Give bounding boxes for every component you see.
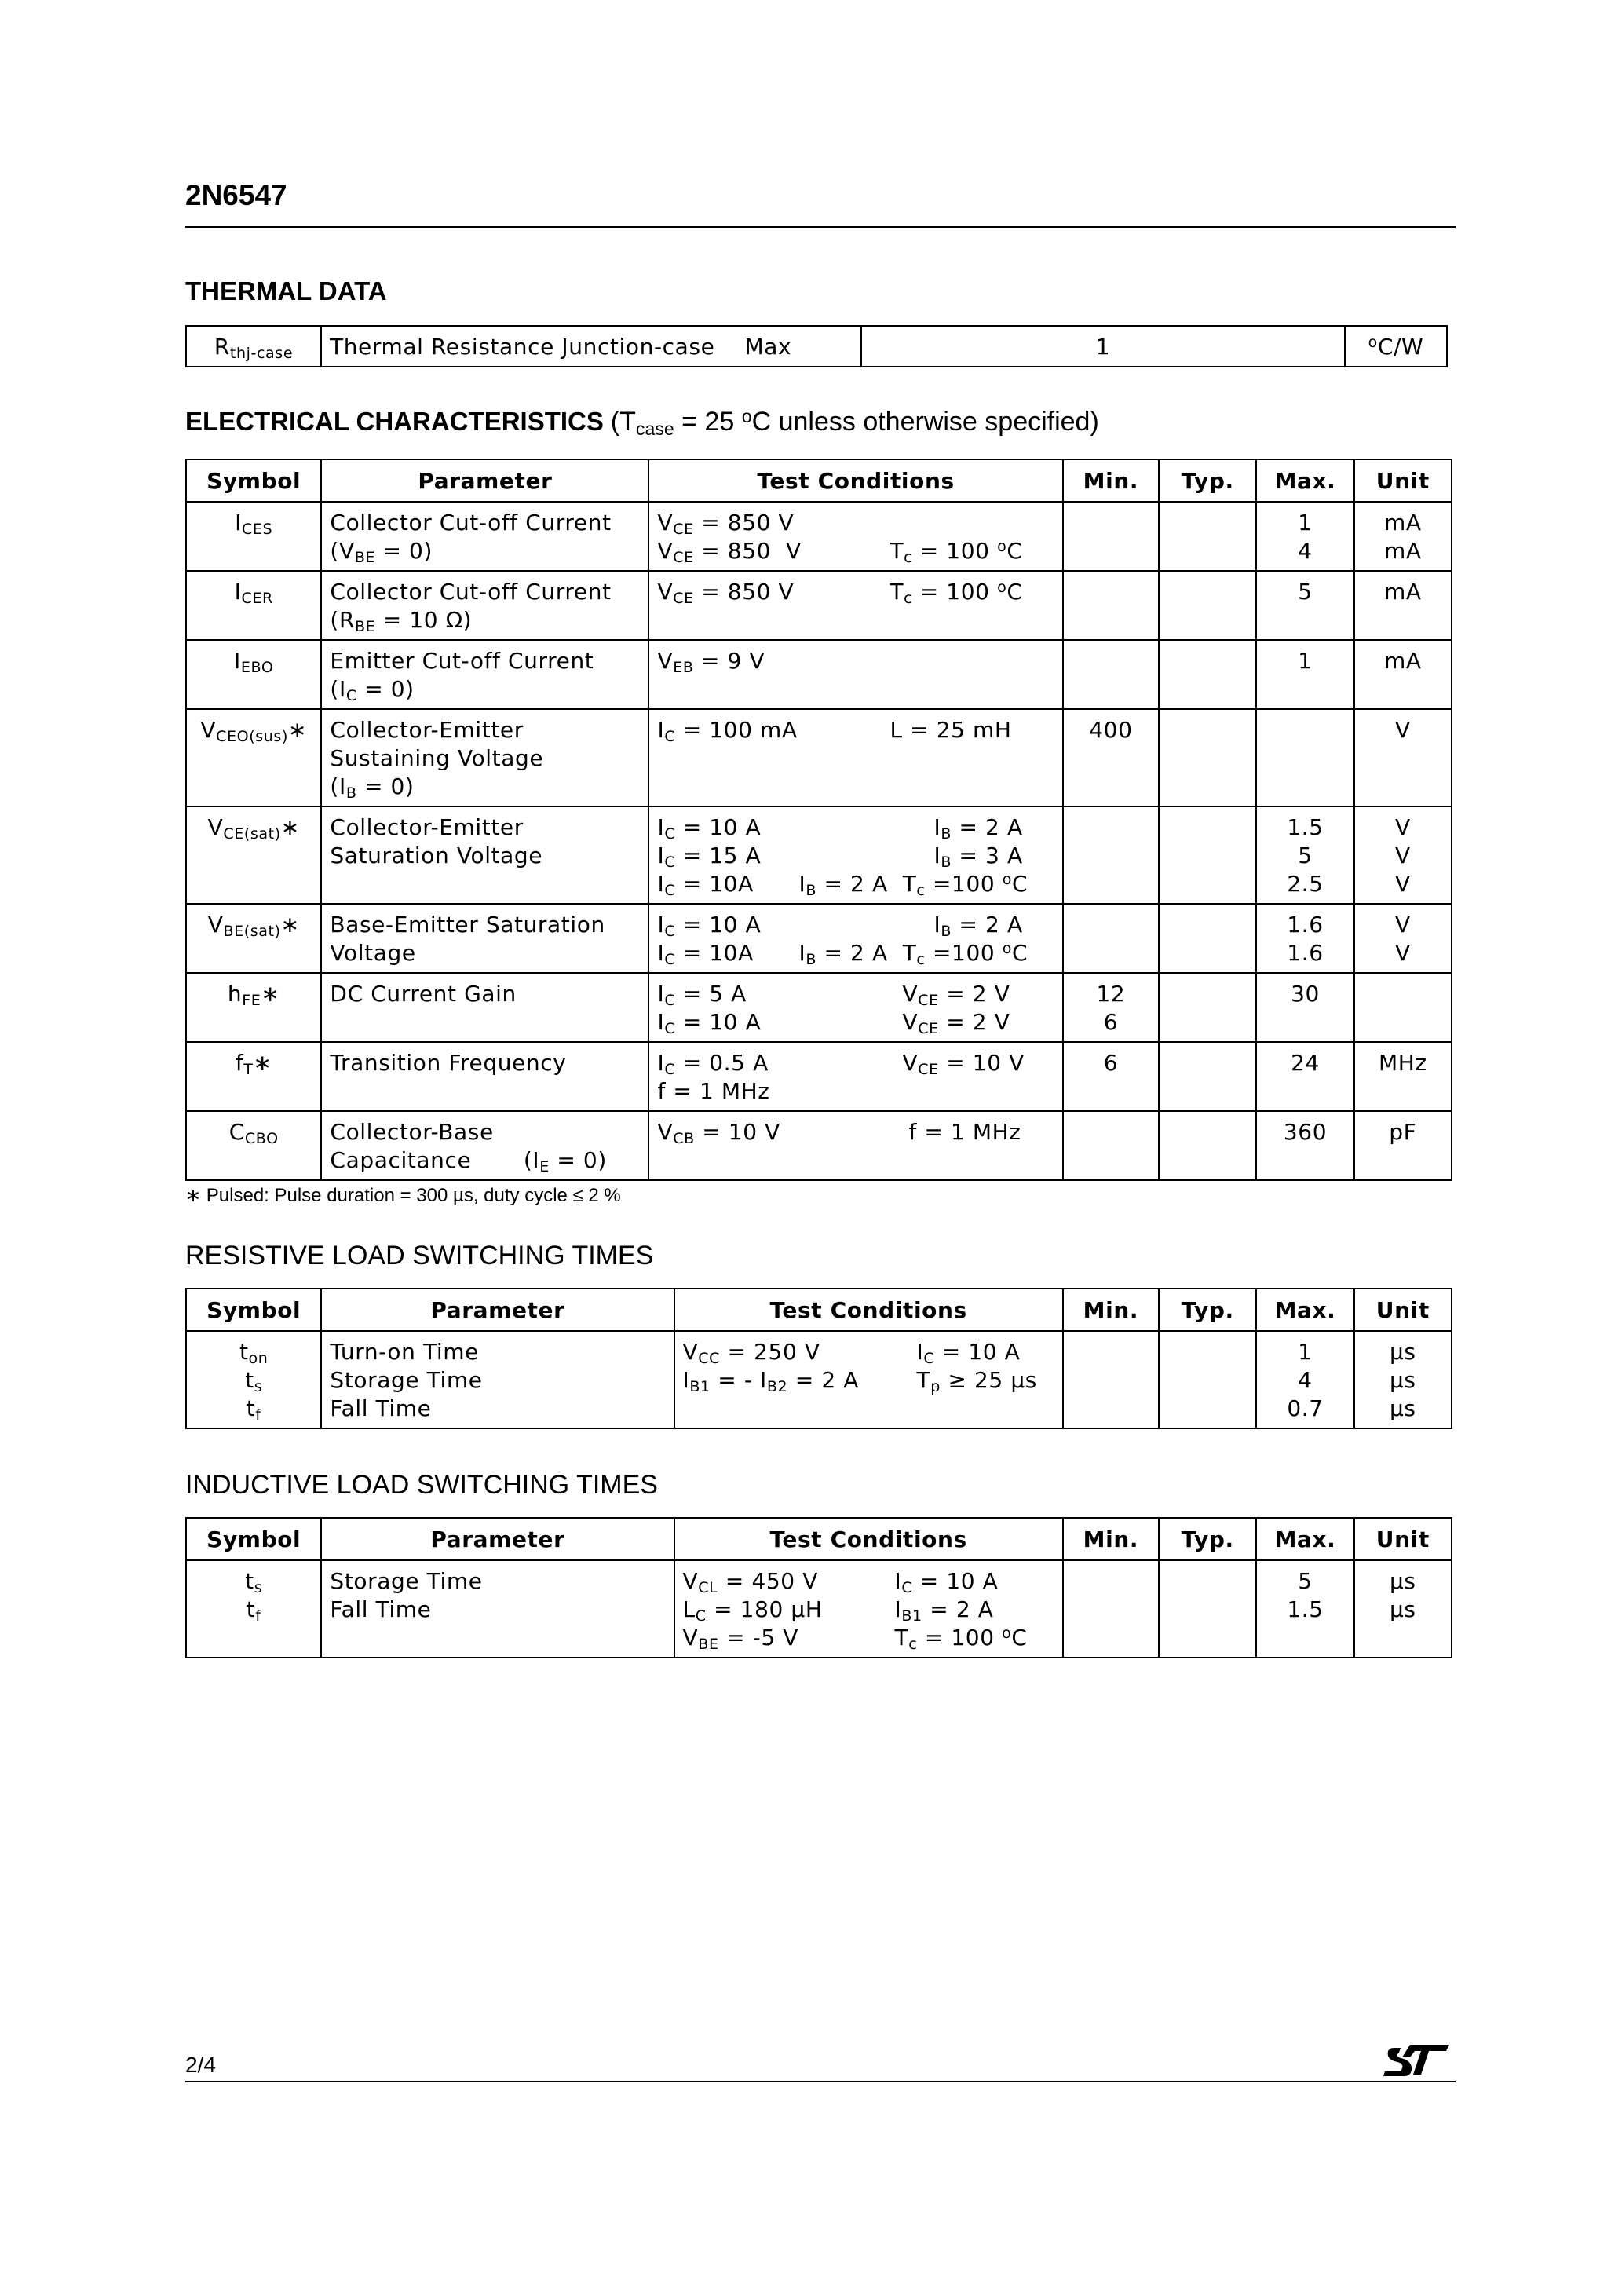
- thermal-title: THERMAL DATA: [185, 276, 387, 305]
- unit-value: V: [1394, 843, 1411, 868]
- res-header-min: Min.: [1063, 1289, 1159, 1331]
- row-parameter: [321, 904, 648, 973]
- parameter-line: Fall Time: [330, 1395, 432, 1421]
- electrical-row: [186, 1042, 1452, 1111]
- electrical-row: [186, 502, 1452, 571]
- cond-sub: case: [635, 419, 674, 440]
- row-symbol: hFE∗: [186, 973, 321, 1042]
- thermal-value: 1: [861, 326, 1345, 367]
- cond-open: (T: [610, 407, 636, 437]
- min-value: 6: [1103, 1009, 1119, 1035]
- parameter-line: Collector-Base: [330, 1119, 494, 1145]
- row-typ: [1159, 640, 1256, 709]
- test-condition-line: VBE = -5 V Tc = 100 $^o$C: [682, 1625, 1028, 1654]
- unit-value: pF: [1389, 1119, 1417, 1145]
- parameter-line: Capacitance (IE = 0): [330, 1147, 607, 1176]
- row-symbol: ICER: [186, 571, 321, 640]
- switch-symbols: [186, 1331, 321, 1428]
- row-test-conditions: [648, 1111, 1062, 1180]
- res-header-max: Max.: [1256, 1289, 1353, 1331]
- electrical-header-row: [186, 459, 1452, 502]
- row-unit: [1354, 904, 1452, 973]
- symbol-value: ts: [245, 1367, 263, 1396]
- parameter-line: Saturation Voltage: [330, 843, 543, 868]
- max-value: 2.5: [1287, 871, 1324, 897]
- test-condition-line: IC = 15 A IB = 3 A: [657, 843, 1023, 872]
- inductive-title: INDUCTIVE LOAD SWITCHING TIMES: [185, 1470, 658, 1500]
- min-value: 6: [1103, 1050, 1119, 1076]
- switch-typ: [1159, 1331, 1256, 1428]
- res-header-symbol: Symbol: [186, 1289, 321, 1331]
- resistive-title: RESISTIVE LOAD SWITCHING TIMES: [185, 1241, 654, 1270]
- switch-typ: [1159, 1560, 1256, 1658]
- test-condition-line: VCE = 850 V Tc = 100 $^o$C: [657, 579, 1023, 608]
- test-condition-line: VCE = 850 V: [657, 510, 795, 539]
- max-value: 30: [1291, 981, 1320, 1007]
- col-header-symbol: Symbol: [186, 459, 321, 502]
- thermal-table: [185, 325, 1448, 367]
- row-min: [1063, 640, 1159, 709]
- row-parameter: [321, 806, 648, 904]
- row-parameter: [321, 571, 648, 640]
- row-typ: [1159, 709, 1256, 806]
- row-unit: [1354, 640, 1452, 709]
- row-min: [1063, 1111, 1159, 1180]
- max-value: 1: [1298, 648, 1313, 674]
- res-header-parameter: Parameter: [321, 1289, 674, 1331]
- resistive-table: [185, 1288, 1452, 1429]
- min-value: 12: [1096, 981, 1126, 1007]
- unit-value: mA: [1384, 510, 1422, 536]
- electrical-title: ELECTRICAL CHARACTERISTICS: [185, 407, 604, 436]
- unit-value: V: [1394, 814, 1411, 840]
- row-max: [1256, 640, 1353, 709]
- parameter-line: Transition Frequency: [330, 1050, 567, 1076]
- parameter-line: Base-Emitter Saturation: [330, 912, 605, 938]
- switch-unit: [1354, 1331, 1452, 1428]
- test-condition-line: LC = 180 µH IB1 = 2 A: [682, 1596, 994, 1625]
- thermal-description: Thermal Resistance Junction-case: [330, 333, 715, 360]
- switch-min: [1063, 1560, 1159, 1658]
- unit-value: V: [1394, 871, 1411, 897]
- test-condition-line: f = 1 MHz: [657, 1078, 770, 1104]
- row-test-conditions: [648, 640, 1062, 709]
- parameter-line: (VBE = 0): [330, 538, 433, 567]
- thermal-row: [186, 326, 1447, 367]
- row-symbol: ICES: [186, 502, 321, 571]
- footer-rule: [185, 2081, 1456, 2082]
- test-condition-line: IC = 0.5 A VCE = 10 V: [657, 1050, 1025, 1079]
- page-number: 2/4: [185, 2053, 216, 2077]
- row-unit: [1354, 502, 1452, 571]
- inductive-data-row: [186, 1560, 1452, 1658]
- cond-mid: = 25: [674, 407, 742, 437]
- st-logo-icon: [1383, 2042, 1451, 2078]
- ind-header-max: Max.: [1256, 1518, 1353, 1560]
- switch-min: [1063, 1331, 1159, 1428]
- electrical-row: [186, 640, 1452, 709]
- resistive-data-row: [186, 1331, 1452, 1428]
- max-value: 0.7: [1287, 1395, 1324, 1421]
- row-max: [1256, 1042, 1353, 1111]
- row-min: [1063, 502, 1159, 571]
- electrical-row: [186, 571, 1452, 640]
- parameter-line: Voltage: [330, 940, 416, 966]
- row-symbol: VCEO(sus)∗: [186, 709, 321, 806]
- ind-header-unit: Unit: [1354, 1518, 1452, 1560]
- parameter-line: Storage Time: [330, 1568, 483, 1594]
- unit-value: µs: [1390, 1395, 1416, 1421]
- header-rule: [185, 226, 1456, 228]
- resistive-header-row: [186, 1289, 1452, 1331]
- parameter-line: Collector-Emitter: [330, 814, 524, 840]
- inductive-header-row: [186, 1518, 1452, 1560]
- electrical-row: [186, 1111, 1452, 1180]
- ind-header-parameter: Parameter: [321, 1518, 674, 1560]
- col-header-unit: Unit: [1354, 459, 1452, 502]
- unit-value: V: [1394, 717, 1411, 743]
- unit-value: mA: [1384, 538, 1422, 564]
- symbol-value: tf: [246, 1596, 261, 1625]
- max-value: 1: [1298, 510, 1313, 536]
- row-max: [1256, 502, 1353, 571]
- thermal-symbol-main: R: [214, 333, 230, 360]
- inductive-table: [185, 1517, 1452, 1658]
- test-condition-line: VEB = 9 V: [657, 648, 765, 677]
- unit-value: mA: [1384, 648, 1422, 674]
- col-header-test-conditions: Test Conditions: [648, 459, 1062, 502]
- row-typ: [1159, 806, 1256, 904]
- row-parameter: [321, 973, 648, 1042]
- parameter-line: Sustaining Voltage: [330, 745, 544, 771]
- row-max: [1256, 904, 1353, 973]
- col-header-min: Min.: [1063, 459, 1159, 502]
- ind-header-test-conditions: Test Conditions: [674, 1518, 1063, 1560]
- parameter-line: Collector Cut-off Current: [330, 579, 612, 605]
- parameter-line: Turn-on Time: [330, 1339, 479, 1365]
- row-test-conditions: [648, 709, 1062, 806]
- col-header-max: Max.: [1256, 459, 1353, 502]
- row-typ: [1159, 973, 1256, 1042]
- parameter-line: (IB = 0): [330, 773, 415, 803]
- switch-test-conditions: [674, 1331, 1063, 1428]
- row-unit: [1354, 571, 1452, 640]
- row-typ: [1159, 1111, 1256, 1180]
- unit-value: µs: [1390, 1339, 1416, 1365]
- row-parameter: [321, 502, 648, 571]
- thermal-description-cell: [321, 326, 861, 367]
- row-parameter: [321, 1111, 648, 1180]
- row-test-conditions: [648, 973, 1062, 1042]
- test-condition-line: VCB = 10 V f = 1 MHz: [657, 1119, 1021, 1148]
- test-condition-line: IC = 10 A IB = 2 A: [657, 814, 1023, 843]
- test-condition-line: IC = 10A IB = 2 A Tc =100 $^o$C: [657, 940, 1028, 969]
- max-value: 1.6: [1287, 912, 1324, 938]
- row-parameter: [321, 709, 648, 806]
- row-symbol: VCE(sat)∗: [186, 806, 321, 904]
- res-header-test-conditions: Test Conditions: [674, 1289, 1063, 1331]
- row-min: [1063, 571, 1159, 640]
- symbol-value: ts: [245, 1568, 263, 1597]
- row-test-conditions: [648, 1042, 1062, 1111]
- test-condition-line: IC = 10 A VCE = 2 V: [657, 1009, 1010, 1038]
- col-header-typ: Typ.: [1159, 459, 1256, 502]
- max-value: 1.5: [1287, 1596, 1324, 1622]
- test-condition-line: IB1 = - IB2 = 2 A Tp ≥ 25 µs: [682, 1367, 1037, 1396]
- row-test-conditions: [648, 502, 1062, 571]
- electrical-row: [186, 806, 1452, 904]
- electrical-row: [186, 709, 1452, 806]
- parameter-line: (IC = 0): [330, 676, 415, 705]
- test-condition-line: IC = 5 A VCE = 2 V: [657, 981, 1010, 1010]
- test-condition-line: IC = 10A IB = 2 A Tc =100 $^o$C: [657, 871, 1028, 900]
- row-test-conditions: [648, 571, 1062, 640]
- switch-max: [1256, 1331, 1353, 1428]
- parameter-line: (RBE = 10 Ω): [330, 607, 473, 636]
- st-logo-graphic: [1383, 2042, 1451, 2078]
- electrical-row: [186, 904, 1452, 973]
- row-typ: [1159, 1042, 1256, 1111]
- test-condition-line: IC = 100 mA L = 25 mH: [657, 717, 1012, 746]
- row-typ: [1159, 904, 1256, 973]
- row-unit: [1354, 1042, 1452, 1111]
- max-value: 5: [1298, 843, 1313, 868]
- row-max: [1256, 806, 1353, 904]
- row-max: [1256, 709, 1353, 806]
- cond-sup: o: [741, 405, 752, 426]
- ind-header-symbol: Symbol: [186, 1518, 321, 1560]
- row-max: [1256, 973, 1353, 1042]
- unit-value: µs: [1390, 1596, 1416, 1622]
- test-condition-line: VCC = 250 V IC = 10 A: [682, 1339, 1021, 1368]
- electrical-conditions: [610, 405, 1099, 440]
- switch-test-conditions: [674, 1560, 1063, 1658]
- max-value: 360: [1283, 1119, 1328, 1145]
- unit-value: µs: [1390, 1367, 1416, 1393]
- row-typ: [1159, 571, 1256, 640]
- row-unit: [1354, 806, 1452, 904]
- row-unit: [1354, 973, 1452, 1042]
- parameter-line: Fall Time: [330, 1596, 432, 1622]
- switch-symbols: [186, 1560, 321, 1658]
- row-test-conditions: [648, 904, 1062, 973]
- row-symbol: fT∗: [186, 1042, 321, 1111]
- max-value: 1: [1298, 1339, 1313, 1365]
- parameter-line: Storage Time: [330, 1367, 483, 1393]
- symbol-value: ton: [239, 1339, 269, 1368]
- row-max: [1256, 1111, 1353, 1180]
- parameter-line: Collector Cut-off Current: [330, 510, 612, 536]
- row-max: [1256, 571, 1353, 640]
- min-value: 400: [1089, 717, 1133, 743]
- row-parameter: [321, 640, 648, 709]
- parameter-line: Collector-Emitter: [330, 717, 524, 743]
- thermal-limit: Max: [744, 333, 792, 360]
- ind-header-typ: Typ.: [1159, 1518, 1256, 1560]
- row-parameter: [321, 1042, 648, 1111]
- res-header-typ: Typ.: [1159, 1289, 1256, 1331]
- row-min: [1063, 973, 1159, 1042]
- max-value: 5: [1298, 579, 1313, 605]
- max-value: 4: [1298, 538, 1313, 564]
- row-typ: [1159, 502, 1256, 571]
- unit-value: µs: [1390, 1568, 1416, 1594]
- row-symbol: VBE(sat)∗: [186, 904, 321, 973]
- pulsed-footnote: ∗ Pulsed: Pulse duration = 300 µs, duty cycle ≤ 2 %: [185, 1185, 621, 1206]
- cond-tail: C unless otherwise specified): [751, 407, 1099, 437]
- switch-max: [1256, 1560, 1353, 1658]
- electrical-table: [185, 459, 1452, 1181]
- row-min: [1063, 709, 1159, 806]
- switch-parameters: [321, 1331, 674, 1428]
- thermal-symbol: [186, 326, 321, 367]
- parameter-line: Emitter Cut-off Current: [330, 648, 594, 674]
- row-unit: [1354, 709, 1452, 806]
- row-unit: [1354, 1111, 1452, 1180]
- unit-value: V: [1394, 940, 1411, 966]
- electrical-row: [186, 973, 1452, 1042]
- electrical-body: [186, 502, 1452, 1180]
- row-test-conditions: [648, 806, 1062, 904]
- max-value: 1.5: [1287, 814, 1324, 840]
- thermal-symbol-sub: thj-case: [229, 344, 294, 362]
- row-min: [1063, 806, 1159, 904]
- res-header-unit: Unit: [1354, 1289, 1452, 1331]
- unit-value: MHz: [1378, 1050, 1427, 1076]
- thermal-unit: [1345, 326, 1447, 367]
- electrical-heading: [185, 405, 1099, 440]
- max-value: 5: [1298, 1568, 1313, 1594]
- parameter-line: DC Current Gain: [330, 981, 517, 1007]
- unit-value: V: [1394, 912, 1411, 938]
- switch-unit: [1354, 1560, 1452, 1658]
- row-symbol: IEBO: [186, 640, 321, 709]
- max-value: 4: [1298, 1367, 1313, 1393]
- symbol-value: tf: [246, 1395, 261, 1424]
- switch-parameters: [321, 1560, 674, 1658]
- part-number: 2N6547: [185, 179, 287, 211]
- ind-header-min: Min.: [1063, 1518, 1159, 1560]
- thermal-unit-sup: o: [1368, 333, 1378, 351]
- row-symbol: CCBO: [186, 1111, 321, 1180]
- test-condition-line: IC = 10 A IB = 2 A: [657, 912, 1023, 941]
- max-value: 1.6: [1287, 940, 1324, 966]
- max-value: 24: [1291, 1050, 1320, 1076]
- test-condition-line: VCL = 450 V IC = 10 A: [682, 1568, 999, 1597]
- unit-value: mA: [1384, 579, 1422, 605]
- thermal-unit-rest: C/W: [1377, 333, 1424, 360]
- test-condition-line: VCE = 850 V Tc = 100 $^o$C: [657, 538, 1023, 567]
- row-min: [1063, 1042, 1159, 1111]
- row-min: [1063, 904, 1159, 973]
- col-header-parameter: Parameter: [321, 459, 648, 502]
